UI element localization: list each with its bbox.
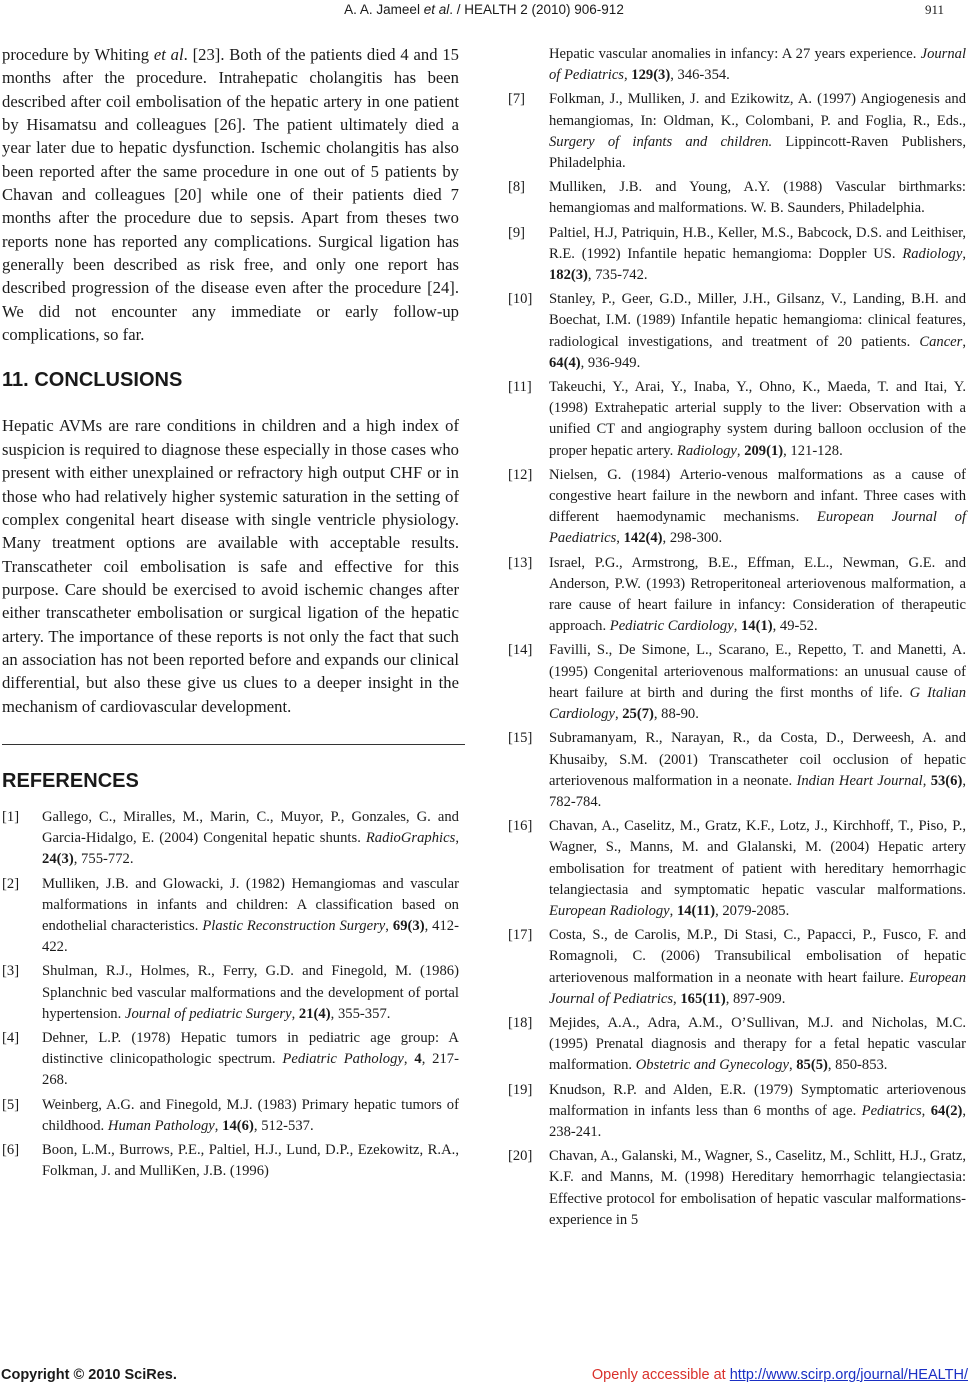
reference-pre: Israel, P.G., Armstrong, B.E., Effman, E.L., Newman, G.E. and Anderson, P.W. (1993) Retroperitoneal arteriovenous malformation, a rare cause of heart failure in infancy: Consideration of therapeutic approach.	[549, 554, 966, 635]
reference-mid: ,	[673, 990, 681, 1007]
reference-post: , 355-357.	[330, 1005, 391, 1022]
section-heading-references: REFERENCES	[2, 769, 139, 792]
reference-number: [6]	[2, 1141, 20, 1158]
reference-post: , 2079-2085.	[715, 902, 790, 919]
reference-vol: 182(3)	[549, 267, 588, 284]
reference-journal: European Radiology	[549, 902, 670, 919]
reference-item	[2, 1028, 459, 1092]
reference-pre: Nielsen, G. (1984) Arterio-venous malformations as a cause of congestive heart failure in the newborn and infant. Three cases with different haemodynamic mechanisms.	[549, 466, 966, 526]
reference-journal: European Journal of Paediatrics	[549, 509, 966, 547]
reference-vol: 14(11)	[676, 902, 716, 919]
reference-journal: Cancer	[919, 333, 963, 350]
reference-item	[2, 874, 459, 959]
reference-item	[508, 640, 966, 725]
reference-pre: Mulliken, J.B. and Glowacki, J. (1982) Hemangiomas and vascular malformations in infants and children: A classification based on endothelial characteristics.	[42, 875, 459, 934]
reference-pre: Costa, S., de Carolis, M.P., Di Stasi, C., Papacci, P., Fusco, F. and Romagnoli, C. (2006) Transubilical embolisation of hepatic arteriovenous malformation in a neonate with heart failure.	[549, 927, 966, 986]
reference-journal: Radiology	[902, 245, 963, 262]
reference-vol: 64(4)	[549, 354, 581, 371]
reference-item	[508, 289, 966, 374]
reference-vol: 24(3)	[42, 851, 74, 868]
reference-number: [3]	[2, 963, 20, 980]
reference-post: , 850-853.	[827, 1057, 888, 1074]
page-number: 911	[924, 2, 944, 17]
running-head	[0, 2, 968, 20]
reference-pre: Paltiel, H.J, Patriquin, H.B., Keller, M.S., Babcock, D.S. and Leithiser, R.E. (1992) Infantile hepatic hemangioma: Doppler US.	[549, 224, 966, 262]
reference-mid: ,	[788, 1057, 797, 1074]
reference-mid: ,	[214, 1117, 223, 1134]
reference-post: , 412-422.	[42, 917, 460, 956]
reference-journal: G Italian Cardiology	[549, 684, 966, 723]
reference-vol: 53(6)	[930, 772, 963, 789]
reference-vol: 25(7)	[622, 706, 654, 723]
reference-item	[508, 223, 966, 287]
reference-journal: Human Pathology	[107, 1117, 215, 1134]
open-access-notice: Openly accessible at http://www.scirp.org/journal/HEALTH/	[591, 1367, 968, 1383]
reference-post: , 735-742.	[587, 267, 648, 284]
reference-item	[508, 728, 966, 813]
reference-item	[508, 89, 966, 174]
reference-continuation: Hepatic vascular anomalies in infancy: A 27 years experience. Journal of Pediatrics, 129(3), 346-354.	[549, 46, 966, 84]
reference-pre: Knudson, R.P. and Alden, E.R. (1979) Symptomatic arteriovenous malformation in infants less than 6 months of age.	[549, 1081, 966, 1119]
reference-pre: Boon, L.M., Burrows, P.E., Paltiel, H.J., Lund, D.P., Ezekowitz, R.A., Folkman, J. and MulliKen, J.B. (1996)	[42, 1141, 459, 1180]
reference-number: [1]	[2, 808, 20, 825]
reference-item	[508, 177, 966, 219]
reference-journal: Pediatrics	[861, 1102, 922, 1119]
reference-pre: Gallego, C., Miralles, M., Marin, C., Muyor, P., Gonzales, G. and Garcia-Hidalgo, E. (2004) Congenital hepatic shunts.	[42, 808, 459, 847]
section-heading-conclusions: 11. CONCLUSIONS	[2, 369, 183, 392]
reference-post: , 238-241.	[549, 1102, 967, 1140]
reference-item	[508, 1146, 966, 1231]
reference-pre: Weinberg, A.G. and Finegold, M.J. (1983) Primary hepatic tumors of childhood.	[42, 1096, 459, 1134]
reference-mid: ,	[669, 902, 677, 919]
reference-vol: 85(5)	[796, 1057, 828, 1074]
reference-pre: Chavan, A., Galanski, M., Wagner, S., Caselitz, M., Schlitt, H.J., Gratz, K.F. and Manns, M. (1998) Hereditary hemorrhagic telangiectasia: Effective protocol for embolisation of hepatic vascular malformations-experience in 5	[549, 1148, 966, 1228]
page-footer	[0, 1367, 968, 1387]
reference-mid: ,	[733, 618, 741, 635]
reference-number: [20]	[508, 1148, 533, 1165]
right-column	[508, 44, 966, 1234]
reference-pre: Chavan, A., Caselitz, M., Gratz, K.F., Lotz, J., Kirchhoff, T., Piso, P., Wagner, S., Manns, M. and Glalanski, M. (2004) Hepatic artery embolisation for treatment of patient with hereditary hemorrhagic telangiectasia and symptomatic hepatic vascular malformations.	[549, 818, 966, 898]
reference-mid: ,	[921, 1102, 931, 1119]
reference-mid: ,	[962, 333, 966, 350]
reference-mid: Lippincott-Raven Publishers, Philadelphia.	[549, 133, 966, 172]
reference-item	[508, 816, 966, 922]
running-head-citation: A. A. Jameel et al. / HEALTH 2 (2010) 906-912	[344, 2, 624, 17]
reference-pre: Stanley, P., Geer, G.D., Miller, J.H., Gilsanz, V., Landing, B.H. and Boechat, I.M. (1989) Infantile hepatic hemangioma: clinical features, radiological investigations, and treatment of 20 patients.	[549, 291, 966, 350]
reference-number: [5]	[2, 1096, 20, 1113]
reference-mid: ,	[922, 772, 931, 789]
reference-number: [2]	[2, 875, 20, 892]
reference-mid: ,	[385, 917, 393, 934]
reference-pre: Dehner, L.P. (1978) Hepatic tumors in pediatric age group: A distinctive clinicopathologic spectrum.	[42, 1029, 459, 1068]
reference-vol: 4	[414, 1051, 422, 1068]
reference-post: , 936-949.	[580, 354, 641, 371]
reference-pre: Favilli, S., De Simone, L., Scarano, E., Repetto, T. and Manetti, A. (1995) Congenital arteriovenous malformations: an unusual cause of heart failure at birth and during the first months of life.	[549, 642, 966, 701]
reference-journal: Pediatric Pathology	[282, 1051, 404, 1068]
reference-pre: Shulman, R.J., Holmes, R., Ferry, G.D. and Finegold, M. (1986) Splanchnic bed vascular malformations and the development of portal hypertension.	[42, 963, 459, 1022]
reference-post: , 217-268.	[42, 1051, 460, 1089]
reference-item	[2, 807, 459, 871]
reference-item	[2, 961, 459, 1025]
reference-mid: ,	[403, 1051, 415, 1068]
reference-journal: Indian Heart Journal	[796, 772, 923, 789]
reference-post: , 512-537.	[253, 1117, 314, 1134]
left-column	[2, 43, 459, 1185]
section-divider	[2, 744, 465, 745]
reference-vol: 69(3)	[392, 917, 425, 934]
reference-pre: Takeuchi, Y., Arai, Y., Inaba, Y., Ohno, K., Maeda, T. and Itai, Y. (1998) Extrahepatic arterial supply to the liver: Observation with a unified CT and angiography system during balloon occlusion of the proper hepatic artery.	[549, 379, 966, 459]
reference-number: [13]	[508, 554, 533, 571]
reference-item	[2, 1095, 459, 1137]
reference-pre: Mulliken, J.B. and Young, A.Y. (1988) Vascular birthmarks: hemangiomas and malformations. W. B. Saunders, Philadelphia.	[549, 179, 966, 217]
reference-number: [9]	[508, 224, 526, 241]
reference-vol: 21(4)	[298, 1005, 331, 1022]
reference-mid: ,	[291, 1005, 299, 1022]
reference-vol: 209(1)	[744, 442, 784, 459]
reference-number: [7]	[508, 91, 526, 108]
reference-item	[508, 925, 966, 1010]
reference-journal: Obstetric and Gynecology	[635, 1057, 789, 1074]
copyright-notice: Copyright © 2010 SciRes.	[1, 1367, 177, 1383]
reference-item	[508, 465, 966, 550]
reference-journal: Pediatric Cardiology	[609, 618, 734, 635]
body-paragraph: procedure by Whiting et al. [23]. Both of the patients died 4 and 15 months after the procedure. Intrahepatic cholangitis has been described after coil embolisation of the hepatic artery in one patient by Hisamatsu and colleagues [26]. The patient ultimately died a year later due to hepatic dysfunction. Ischemic cholangitis has also been reported after the same procedure in one out of 5 patients by Chavan and colleagues [20] while one of their patients died 7 months after the procedure due to sepsis. Apart from theses two reports none has reported any complications. Surgical ligation has generally been described as risk free, and only one report has described progression of the disease even after the procedure [24]. We did not encounter any immediate or early follow-up complications, so far.	[2, 45, 459, 345]
reference-number: [19]	[508, 1081, 533, 1098]
reference-post: , 298-300.	[662, 530, 723, 547]
reference-number: [10]	[508, 291, 533, 308]
reference-mid: ,	[455, 830, 459, 847]
reference-list-right	[508, 89, 966, 1231]
reference-journal: Surgery of infants and children.	[549, 133, 773, 150]
reference-post: , 755-772.	[73, 851, 134, 868]
journal-link[interactable]: http://www.scirp.org/journal/HEALTH/	[729, 1367, 968, 1383]
reference-mid: ,	[616, 530, 624, 547]
reference-mid: ,	[962, 245, 966, 262]
reference-item	[508, 377, 966, 462]
reference-number: [16]	[508, 818, 533, 835]
reference-number: [17]	[508, 927, 533, 944]
reference-number: [11]	[508, 379, 532, 396]
reference-journal: Radiology	[676, 442, 737, 459]
reference-journal: Plastic Reconstruction Surgery	[202, 917, 386, 934]
reference-number: [8]	[508, 179, 526, 196]
reference-post: , 897-909.	[725, 990, 786, 1007]
reference-pre: Subramanyam, R., Narayan, R., da Costa, D., Derweesh, A. and Khusaiby, S.M. (2001) Transcatheter coil occlusion of hepatic arteriovenous malformation in a neonate.	[549, 730, 966, 789]
reference-mid: ,	[614, 706, 623, 723]
reference-number: [4]	[2, 1029, 20, 1046]
reference-pre: Folkman, J., Mulliken, J. and Ezikowitz, A. (1997) Angiogenesis and hemangiomas, In: Oldman, K., Colombani, P. and Foglia, R., Eds.,	[549, 91, 966, 129]
reference-vol: 165(11)	[680, 990, 726, 1007]
reference-journal: Journal of pediatric Surgery	[124, 1005, 292, 1022]
reference-item	[508, 1080, 966, 1144]
reference-number: [12]	[508, 466, 533, 483]
reference-post: , 121-128.	[783, 442, 843, 459]
reference-item	[508, 553, 966, 638]
reference-vol: 14(1)	[740, 618, 773, 635]
reference-vol: 14(6)	[222, 1117, 254, 1134]
reference-item	[508, 1013, 966, 1077]
reference-number: [14]	[508, 642, 533, 659]
reference-post: , 782-784.	[549, 772, 966, 810]
reference-journal: European Journal of Pediatrics	[549, 969, 966, 1007]
reference-mid: ,	[736, 442, 745, 459]
reference-post: , 88-90.	[653, 706, 699, 723]
reference-item	[2, 1140, 459, 1182]
reference-journal: RadioGraphics	[365, 830, 456, 847]
reference-vol: 142(4)	[623, 530, 663, 547]
conclusions-paragraph: Hepatic AVMs are rare conditions in children and a high index of suspicion is required to diagnose these especially in those cases who present with either unexplained or refractory high output CHF or in those who had relatively higher systemic saturation in the setting of complex congenital heart disease with single ventricle physiology. Many treatment options are available with acceptable results. Transcatheter coil embolisation is safe and effective for this purpose. Care should be exercised to avoid ischemic changes after either transcatheter embolisation or surgical ligation of the hepatic artery. The importance of these reports is not only the fact that such an association has not been reported before and expands our clinical differential, but also these give us clues to a deeper insight in the mechanism of cardiovascular development.	[2, 416, 459, 716]
reference-vol: 64(2)	[930, 1102, 963, 1119]
reference-number: [18]	[508, 1014, 533, 1031]
reference-pre: Mejides, A.A., Adra, A.M., O’Sullivan, M.J. and Nicholas, M.C. (1995) Prenatal diagnosis and therapy for a fetal hepatic vascular malformation.	[549, 1014, 966, 1074]
reference-number: [15]	[508, 730, 533, 747]
reference-post: , 49-52.	[772, 618, 818, 635]
reference-list-left	[2, 807, 459, 1182]
